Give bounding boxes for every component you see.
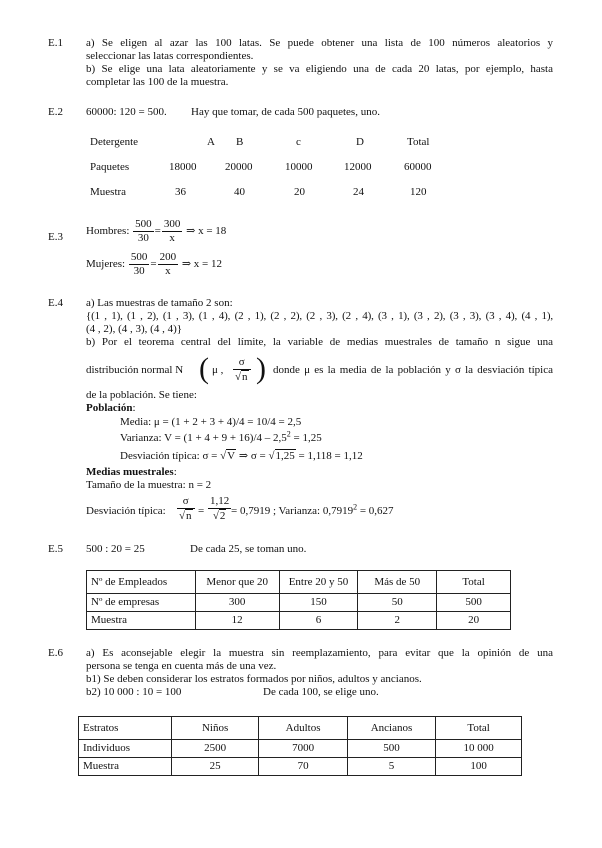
table-cell: 150	[279, 594, 358, 612]
exercise-e6-text	[86, 647, 553, 686]
exercise-e1-text	[86, 37, 553, 89]
exercise-e4-text	[86, 297, 553, 349]
equals-sign: =	[154, 225, 161, 238]
e2-header-cell: Total	[407, 136, 430, 148]
sqrt-radicand: n	[242, 371, 248, 383]
e2-header-cell: Detergente	[90, 136, 139, 148]
e2-cell: 20000	[225, 161, 253, 173]
e4-tamano: Tamaño de la muestra: n = 2	[86, 479, 212, 491]
e2-calc: 60000: 120 = 500.	[86, 106, 167, 118]
denominator: √2	[212, 510, 226, 522]
e5-table	[86, 570, 511, 630]
e3-mujeres-result: ⇒ x = 12	[181, 258, 222, 271]
table-header-cell: Menor que 20	[195, 571, 279, 594]
e2-cell: 40	[234, 186, 245, 198]
table-header-cell: Total	[437, 571, 511, 594]
varianza-text: Varianza: V = (1 + 4 + 9 + 16)/4 – 2,5	[120, 432, 287, 444]
equals-sign: =	[198, 505, 205, 517]
fraction	[177, 495, 195, 523]
e6-a-line2: persona se tenga en cuenta más de una vez.	[86, 660, 277, 672]
e1-b-line2: completar las 100 de la muestra.	[86, 76, 229, 88]
e2-row	[86, 186, 446, 199]
e6-b2: b2) 10 000 : 10 = 100	[86, 686, 182, 698]
e4-b-line1: b) Por el teorema central del límite, la variable de medias muestrales de tamaño n sigue una	[86, 336, 553, 348]
e5-header-row	[87, 571, 511, 594]
denominator: 30	[137, 232, 149, 244]
fraction	[162, 218, 183, 245]
e2-header-cell: D	[356, 136, 364, 148]
e5-text: De cada 25, se toman uno.	[190, 543, 307, 555]
e4-mu: μ ,	[212, 364, 224, 376]
table-cell: 2	[358, 612, 437, 630]
e6-a-line1: a) Es aconsejable elegir la muestra sin reemplazamiento, para evitar que la opinión de una	[86, 647, 553, 659]
implies-text: ⇒ σ =	[236, 450, 269, 462]
numerator: σ	[233, 356, 251, 370]
sqrt-radicand: 1,25	[275, 450, 295, 462]
sqrt-radicand: V	[227, 450, 236, 462]
exercise-number-e3: E.3	[48, 231, 63, 243]
e4-medias-heading	[86, 466, 177, 479]
table-cell: 20	[437, 612, 511, 630]
e2-header-cell: c	[296, 136, 301, 148]
e6-table	[78, 716, 522, 776]
numerator: 500	[130, 251, 148, 263]
denominator: 30	[133, 265, 145, 277]
e2-cell: 18000	[169, 161, 197, 173]
table-header-cell: Niños	[171, 717, 259, 740]
e4-dist-post: donde μ es la media de la población y σ la desviación típica	[273, 364, 553, 376]
table-header-cell: Más de 50	[358, 571, 437, 594]
medias-label: Medias muestrales	[86, 466, 174, 478]
exponent: 2	[286, 429, 291, 439]
table-row	[79, 740, 522, 758]
table-cell: 10 000	[436, 740, 522, 758]
e2-header-row	[86, 136, 446, 149]
colon: :	[173, 466, 177, 478]
table-cell: 5	[347, 758, 436, 776]
e4-poblacion-heading	[86, 402, 136, 415]
table-cell: Nº de empresas	[87, 594, 196, 612]
e4-line3: de la población. Se tiene:	[86, 389, 197, 401]
e2-cell: 20	[294, 186, 305, 198]
table-cell: 2500	[171, 740, 259, 758]
desviacion-text: Desviación típica: σ =	[120, 450, 221, 462]
e4-dist-pre: distribución normal N	[86, 364, 184, 376]
e3-hombres	[86, 218, 226, 245]
denominator: x	[169, 232, 175, 244]
left-paren: (	[199, 352, 209, 385]
sqrt-radicand: 2	[219, 510, 226, 522]
desviacion-result: = 1,118 = 1,12	[295, 450, 363, 462]
table-cell: 300	[195, 594, 279, 612]
e2-text: Hay que tomar, de cada 500 paquetes, uno.	[191, 106, 380, 118]
fraction	[129, 251, 150, 278]
table-cell: 25	[171, 758, 259, 776]
colon: :	[132, 402, 136, 414]
e2-cell: 36	[175, 186, 186, 198]
table-header-cell: Estratos	[79, 717, 172, 740]
table-cell: 6	[279, 612, 358, 630]
e4-varianza	[120, 429, 322, 445]
exercise-number-e4: E.4	[48, 297, 63, 309]
equals-sign: =	[150, 258, 157, 271]
e2-row	[86, 161, 446, 174]
dt-final: = 0,627	[357, 505, 394, 517]
dt-result	[231, 502, 394, 518]
table-header-cell: Ancianos	[347, 717, 436, 740]
table-header-cell: Nº de Empleados	[87, 571, 196, 594]
e4-media: Media: μ = (1 + 2 + 3 + 4)/4 = 10/4 = 2,5	[120, 416, 302, 428]
e2-cell: Paquetes	[90, 161, 130, 173]
table-cell: 7000	[259, 740, 347, 758]
e2-cell: Muestra	[90, 186, 127, 198]
denominator: x	[165, 265, 171, 277]
table-cell: 70	[259, 758, 347, 776]
dt-label: Desviación típica:	[86, 505, 166, 517]
table-row	[87, 594, 511, 612]
e2-cell: 10000	[285, 161, 313, 173]
exercise-number-e2: E.2	[48, 106, 63, 118]
e2-cell: 60000	[404, 161, 432, 173]
table-cell: 100	[436, 758, 522, 776]
table-cell: Muestra	[79, 758, 172, 776]
table-row	[87, 612, 511, 630]
e3-mujeres-label: Mujeres:	[86, 258, 126, 271]
e2-header-cell: B	[236, 136, 244, 148]
e3-hombres-result: ⇒ x = 18	[186, 225, 227, 238]
e1-a-line1: a) Se eligen al azar las 100 latas. Se puede obtener una lista de 100 números aleatorios y	[86, 37, 553, 49]
fraction	[158, 251, 179, 278]
dt-result-text: = 0,7919 ; Varianza: 0,7919	[231, 505, 354, 517]
e4-a-title: a) Las muestras de tamaño 2 son:	[86, 297, 233, 309]
e4-a-list2: (4 , 2), (4 , 3), (4 , 4)}	[86, 323, 183, 335]
e2-cell: 24	[353, 186, 364, 198]
right-paren: )	[256, 352, 266, 385]
exponent: 2	[353, 502, 358, 512]
table-header-cell: Adultos	[259, 717, 347, 740]
fraction	[133, 218, 154, 245]
e6-b2-text: De cada 100, se elige uno.	[263, 686, 379, 698]
table-cell: Individuos	[79, 740, 172, 758]
numerator: 200	[159, 251, 177, 263]
denominator: √n	[179, 510, 192, 522]
table-cell: 12	[195, 612, 279, 630]
e3-hombres-label: Hombres:	[86, 225, 130, 238]
table-row	[79, 758, 522, 776]
exercise-number-e6: E.6	[48, 647, 63, 659]
e2-cell: 12000	[344, 161, 372, 173]
e2-cell: 120	[410, 186, 427, 198]
exercise-number-e5: E.5	[48, 543, 63, 555]
e4-a-list1: {(1 , 1), (1 , 2), (1 , 3), (1 , 4), (2 , 1), (2 , 2), (2 , 3), (2 , 4), (3 , 1), (3 , 2), (3 , 3), (3 , 4), (4 , 1),	[86, 310, 553, 322]
e5-calc: 500 : 20 = 25	[86, 543, 145, 555]
sqrt-radicand: n	[186, 510, 192, 522]
table-header-cell: Entre 20 y 50	[279, 571, 358, 594]
poblacion-label: Población	[86, 402, 133, 414]
denominator: √n	[235, 371, 248, 383]
e4-desviacion: Desviación típica: σ = √V ⇒ σ = √1,25 = 1,118 = 1,12	[120, 450, 363, 462]
table-cell: 500	[437, 594, 511, 612]
fraction	[233, 356, 251, 384]
e6-b1: b1) Se deben considerar los estratos formados por niños, adultos y ancianos.	[86, 673, 422, 685]
numerator: σ	[177, 495, 195, 509]
e6-header-row	[79, 717, 522, 740]
e2-header-cell: A	[207, 136, 215, 148]
varianza-result: = 1,25	[290, 432, 322, 444]
table-header-cell: Total	[436, 717, 522, 740]
table-cell: 500	[347, 740, 436, 758]
table-cell: Muestra	[87, 612, 196, 630]
numerator: 500	[135, 218, 152, 230]
table-cell: 50	[358, 594, 437, 612]
e3-mujeres	[86, 251, 222, 278]
numerator: 1,12	[210, 495, 230, 507]
fraction	[208, 495, 231, 523]
numerator: 300	[163, 218, 181, 230]
e1-a-line2: seleccionar las latas correspondientes.	[86, 50, 254, 62]
e1-b-line1: b) Se elige una lata aleatoriamente y se va eligiendo una de cada 20 latas, por ejemplo, hasta	[86, 63, 553, 75]
exercise-number-e1: E.1	[48, 37, 63, 49]
e4-distribution-line	[86, 352, 553, 386]
